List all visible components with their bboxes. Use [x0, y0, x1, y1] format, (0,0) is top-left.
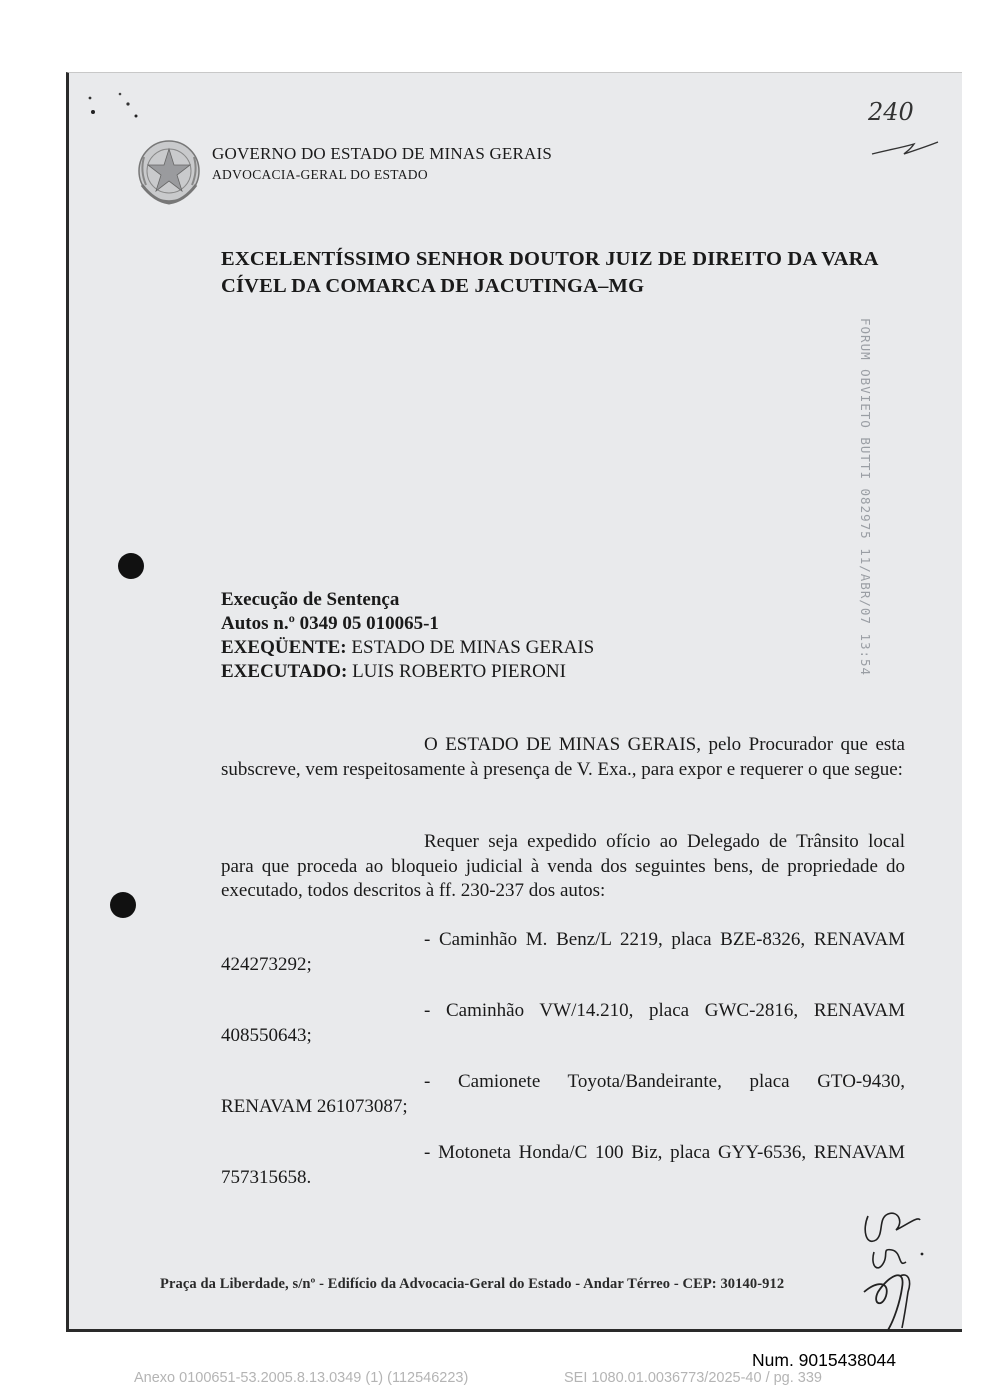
court-filing-stamp: FORUM OBVIETO BUTTI 082975 11/ABR/07 13:54 — [858, 318, 873, 677]
handwritten-page-number: 240 — [868, 98, 914, 126]
letterhead-agency: ADVOCACIA-GERAL DO ESTADO — [212, 167, 428, 182]
addressee-heading: EXCELENTÍSSIMO SENHOR DOUTOR JUIZ DE DIREITO DA VARA CÍVEL DA COMARCA DE JACUTINGA–MG — [221, 248, 878, 297]
vehicle-item-text: - Caminhão VW/14.210, placa GWC-2816, RENAVAM 408550643; — [221, 1000, 905, 1046]
case-info — [221, 588, 594, 684]
letterhead-government: GOVERNO DO ESTADO DE MINAS GERAIS — [212, 144, 553, 163]
letterhead-footer-address: Praça da Liberdade, s/nº - Edifício da Advocacia-Geral do Estado - Andar Térreo - CEP: 30140-912 — [160, 1276, 785, 1292]
handwritten-signature — [848, 1196, 938, 1332]
vehicle-item — [221, 1140, 905, 1190]
vehicle-item — [221, 1069, 905, 1119]
vehicle-item — [221, 927, 905, 977]
executado-value: LUIS ROBERTO PIERONI — [352, 661, 566, 682]
sei-reference: SEI 1080.01.0036773/2025-40 / pg. 339 — [564, 1370, 822, 1386]
vehicle-item-text: - Camionete Toyota/Bandeirante, placa GTO-9430, RENAVAM 261073087; — [221, 1071, 905, 1117]
case-type: Execução de Sentença — [221, 589, 400, 610]
vehicle-item-text: - Motoneta Honda/C 100 Biz, placa GYY-6536, RENAVAM 757315658. — [221, 1142, 905, 1188]
vehicle-item-text: - Caminhão M. Benz/L 2219, placa BZE-8326, RENAVAM 424273292; — [221, 929, 905, 975]
state-coat-of-arms-icon — [134, 135, 204, 207]
handwritten-underline-mark — [870, 138, 940, 160]
executado-label: EXECUTADO: — [221, 661, 348, 682]
exequente-label: EXEQÜENTE: — [221, 637, 347, 658]
annex-reference: Anexo 0100651-53.2005.8.13.0349 (1) (112546223) — [134, 1370, 469, 1386]
autos-label: Autos n.º — [221, 613, 295, 634]
paragraph-request — [221, 830, 905, 904]
vehicle-item — [221, 998, 905, 1048]
paragraph-intro-text: O ESTADO DE MINAS GERAIS, pelo Procurador que esta subscreve, vem respeitosamente à presença de V. Exa., para expor e requerer o que segue: — [221, 734, 905, 780]
autos-number: 0349 05 010065-1 — [299, 613, 439, 634]
punch-hole-bottom — [110, 892, 136, 918]
scan-specks — [84, 86, 154, 126]
exequente-value: ESTADO DE MINAS GERAIS — [351, 637, 595, 658]
document-number: Num. 9015438044 — [752, 1350, 896, 1370]
punch-hole-top — [118, 553, 144, 579]
paragraph-request-text: Requer seja expedido ofício ao Delegado de Trânsito local para que proceda ao bloqueio judicial à venda dos seguintes bens, de propriedade do executado, todos descritos à ff. 230-237 dos autos: — [221, 831, 905, 901]
paragraph-intro — [221, 733, 905, 782]
